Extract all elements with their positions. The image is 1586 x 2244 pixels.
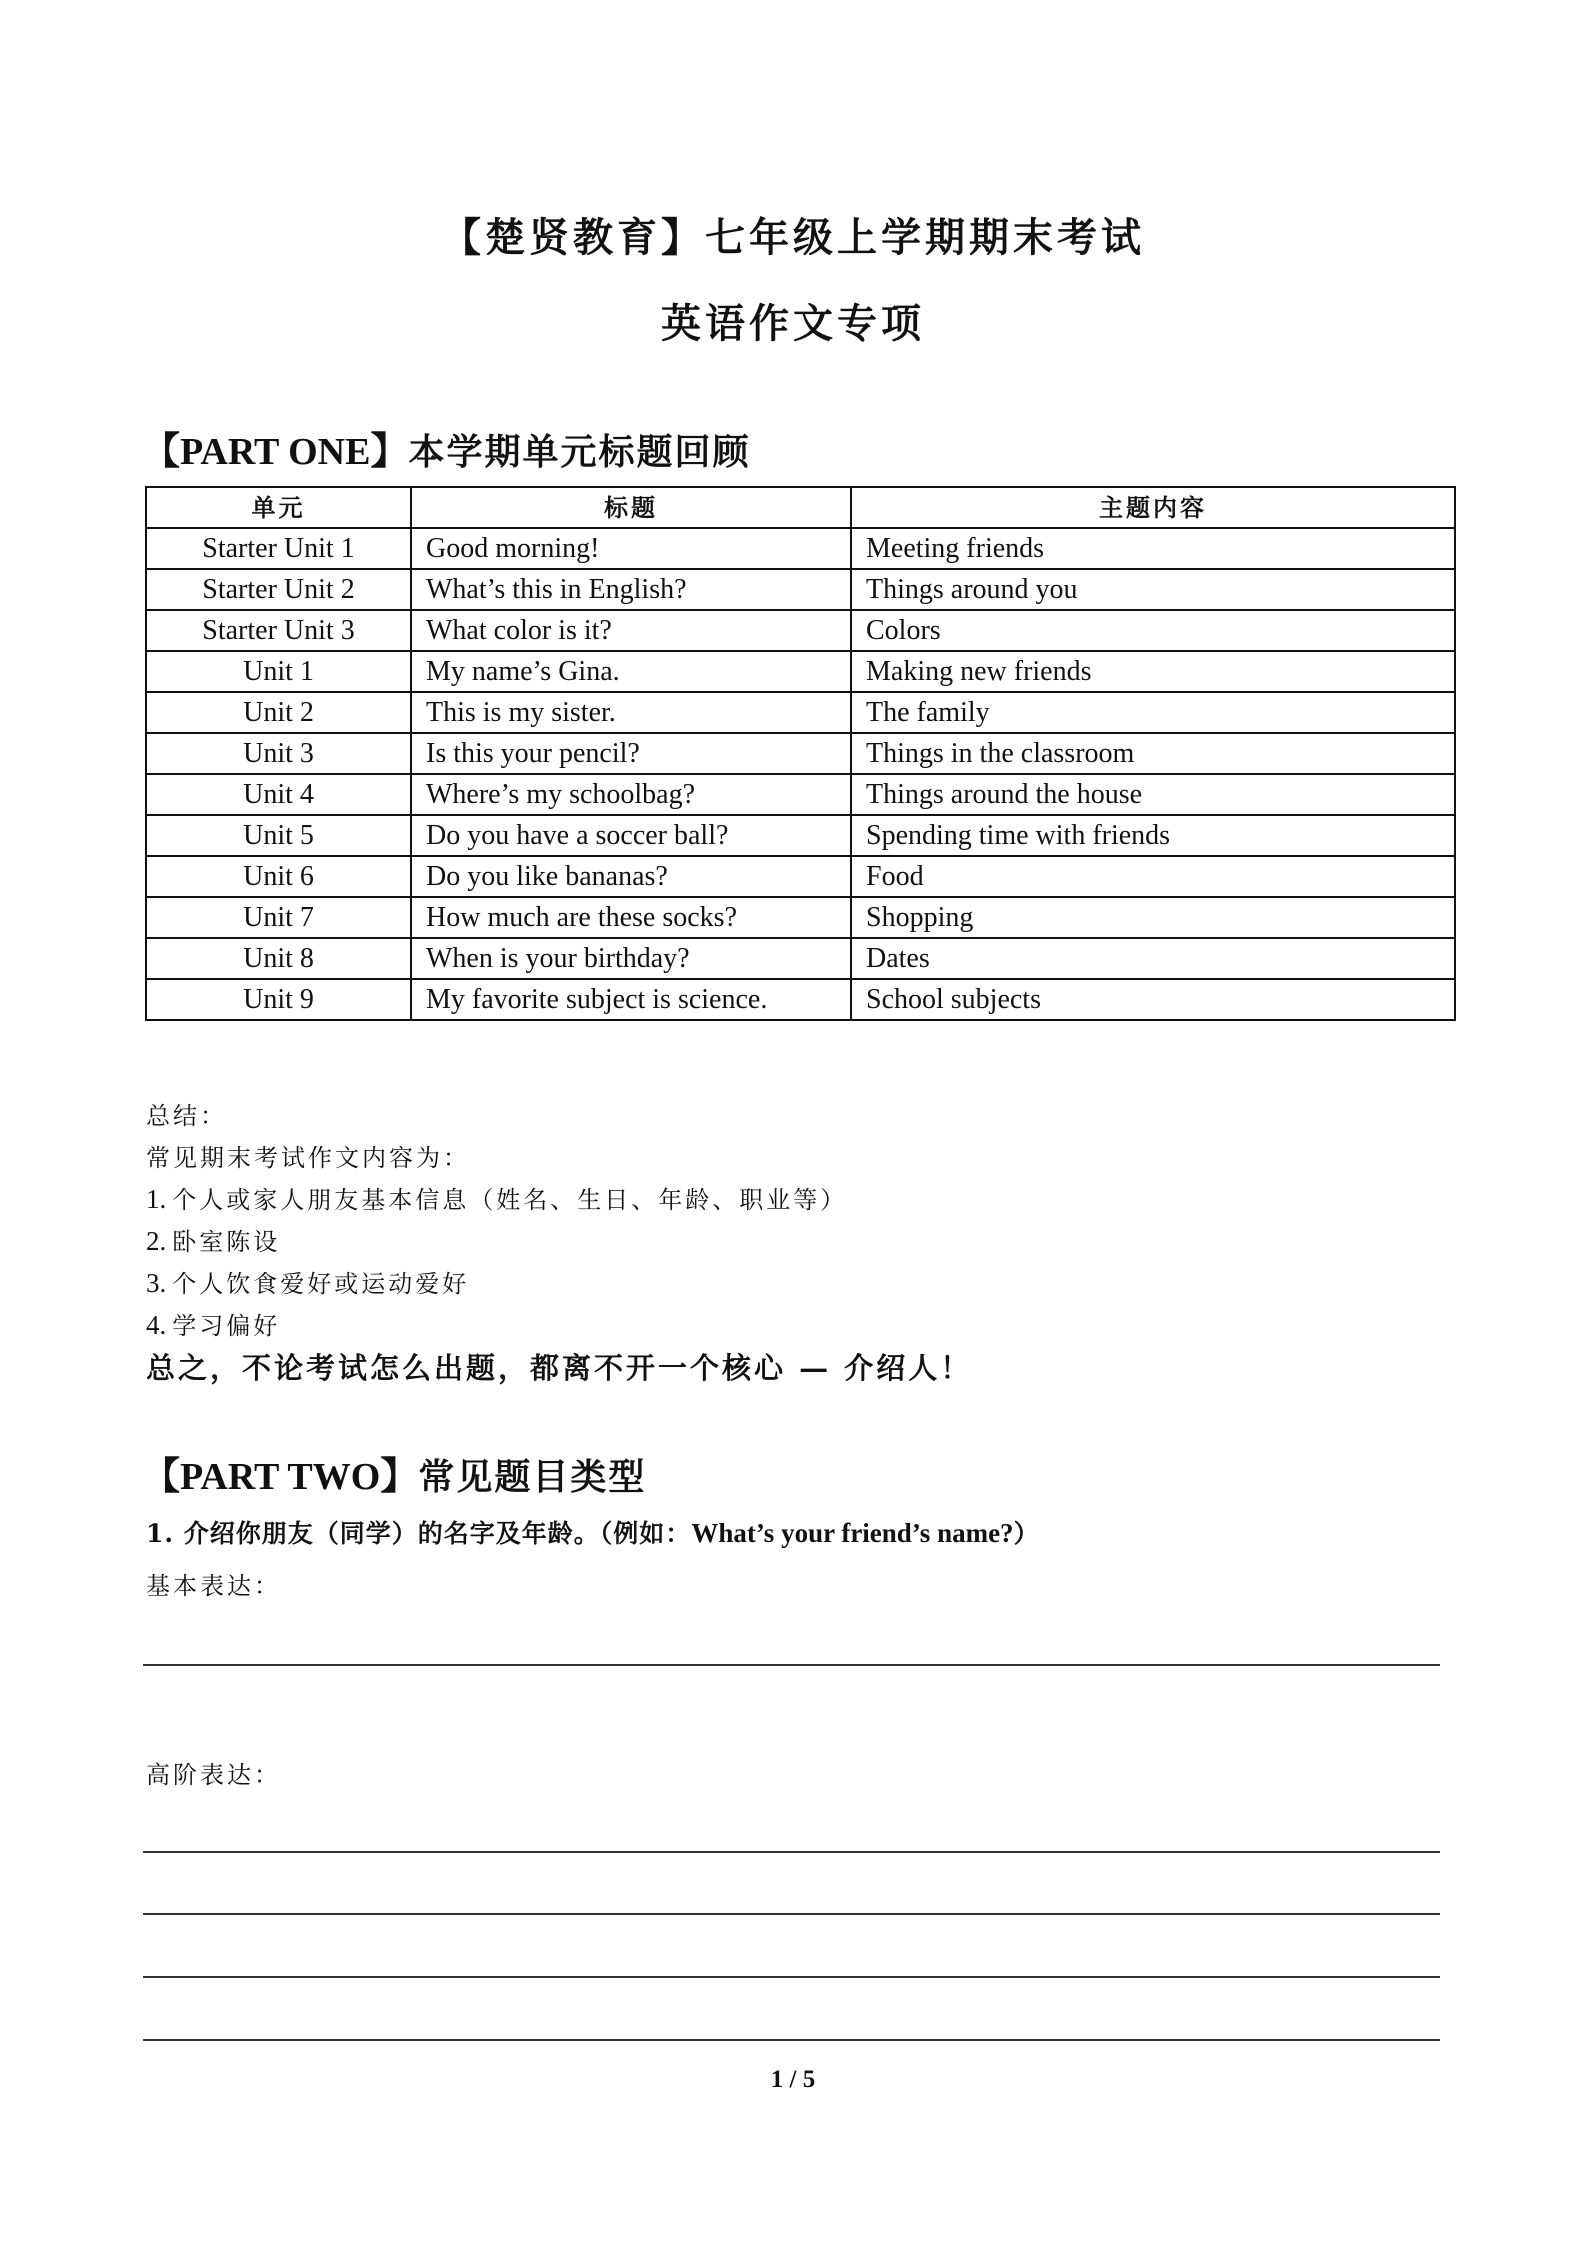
answer-line — [143, 1913, 1440, 1915]
cell-title: My favorite subject is science. — [411, 979, 851, 1020]
question-1 — [146, 1514, 1040, 1550]
part-one-heading — [142, 420, 750, 475]
table-row — [146, 569, 1455, 610]
column-header-unit: 单元 — [146, 487, 411, 528]
document-subtitle: 英语作文专项 — [661, 300, 925, 347]
table-row — [146, 528, 1455, 569]
column-header-title: 标题 — [411, 487, 851, 528]
cell-unit: Unit 1 — [146, 651, 411, 692]
cell-unit: Unit 2 — [146, 692, 411, 733]
part-two-heading — [142, 1445, 646, 1500]
cell-unit: Unit 9 — [146, 979, 411, 1020]
table-row — [146, 897, 1455, 938]
table-row — [146, 815, 1455, 856]
table-row — [146, 733, 1455, 774]
table-row — [146, 979, 1455, 1020]
cell-theme: The family — [851, 692, 1455, 733]
cell-unit: Unit 5 — [146, 815, 411, 856]
question-1-example: What’s your friend’s name? — [691, 1518, 1014, 1548]
summary-conclusion: 总之，不论考试怎么出题，都离不开一个核心 — 介绍人！ — [146, 1351, 973, 1385]
part-two-label: 【PART TWO】 — [142, 1456, 419, 1498]
summary-item-text: 卧室陈设 — [172, 1228, 281, 1256]
cell-title: My name’s Gina. — [411, 651, 851, 692]
summary-label: 总结： — [146, 1102, 227, 1130]
cell-unit: Starter Unit 1 — [146, 528, 411, 569]
summary-list-item — [146, 1306, 280, 1341]
part-one-title: 本学期单元标题回顾 — [408, 431, 751, 473]
answer-line — [143, 2039, 1440, 2041]
question-1-suffix: ） — [1013, 1519, 1040, 1548]
cell-unit: Unit 8 — [146, 938, 411, 979]
answer-line — [143, 1976, 1440, 1978]
cell-title: When is your birthday? — [411, 938, 851, 979]
table-row — [146, 692, 1455, 733]
basic-expression-label: 基本表达： — [146, 1572, 281, 1600]
cell-theme: School subjects — [851, 979, 1455, 1020]
unit-table — [145, 486, 1456, 1021]
answer-line — [143, 1664, 1440, 1666]
table-header-row — [146, 487, 1455, 528]
cell-unit: Unit 6 — [146, 856, 411, 897]
summary-list-item — [146, 1264, 469, 1299]
cell-unit: Unit 3 — [146, 733, 411, 774]
cell-theme: Meeting friends — [851, 528, 1455, 569]
cell-title: What’s this in English? — [411, 569, 851, 610]
cell-title: How much are these socks? — [411, 897, 851, 938]
summary-item-number: 1. — [146, 1184, 167, 1214]
summary-item-text: 个人或家人朋友基本信息（姓名、生日、年龄、职业等） — [172, 1186, 848, 1214]
advanced-expression-label: 高阶表达： — [146, 1761, 281, 1789]
cell-title: Do you have a soccer ball? — [411, 815, 851, 856]
summary-item-text: 个人饮食爱好或运动爱好 — [172, 1270, 470, 1298]
summary-item-number: 2. — [146, 1226, 167, 1256]
cell-theme: Dates — [851, 938, 1455, 979]
summary-item-number: 3. — [146, 1268, 167, 1298]
cell-unit: Unit 4 — [146, 774, 411, 815]
summary-item-number: 4. — [146, 1310, 167, 1340]
cell-theme: Things in the classroom — [851, 733, 1455, 774]
column-header-theme: 主题内容 — [851, 487, 1455, 528]
page-number: 1 / 5 — [770, 2066, 816, 2093]
summary-list-item — [146, 1180, 847, 1215]
cell-unit: Unit 7 — [146, 897, 411, 938]
cell-theme: Shopping — [851, 897, 1455, 938]
table-row — [146, 610, 1455, 651]
cell-theme: Things around the house — [851, 774, 1455, 815]
cell-title: What color is it? — [411, 610, 851, 651]
table-row — [146, 651, 1455, 692]
cell-title: Is this your pencil? — [411, 733, 851, 774]
table-row — [146, 774, 1455, 815]
cell-theme: Spending time with friends — [851, 815, 1455, 856]
cell-theme: Making new friends — [851, 651, 1455, 692]
question-1-prompt: 1. 介绍你朋友（同学）的名字及年龄。（例如： — [146, 1519, 692, 1548]
summary-item-text: 学习偏好 — [172, 1312, 281, 1340]
cell-unit: Starter Unit 2 — [146, 569, 411, 610]
document-title: 【楚贤教育】七年级上学期期末考试 — [441, 214, 1145, 261]
table-row — [146, 856, 1455, 897]
answer-line — [143, 1851, 1440, 1853]
cell-theme: Things around you — [851, 569, 1455, 610]
cell-title: Where’s my schoolbag? — [411, 774, 851, 815]
summary-list-item — [146, 1222, 280, 1257]
table-row — [146, 938, 1455, 979]
cell-theme: Colors — [851, 610, 1455, 651]
cell-unit: Starter Unit 3 — [146, 610, 411, 651]
cell-theme: Food — [851, 856, 1455, 897]
part-one-label: 【PART ONE】 — [142, 431, 409, 473]
cell-title: Do you like bananas? — [411, 856, 851, 897]
unit-table-body — [146, 528, 1455, 1020]
summary-intro: 常见期末考试作文内容为： — [146, 1144, 470, 1172]
cell-title: This is my sister. — [411, 692, 851, 733]
cell-title: Good morning! — [411, 528, 851, 569]
part-two-title: 常见题目类型 — [418, 1456, 647, 1498]
